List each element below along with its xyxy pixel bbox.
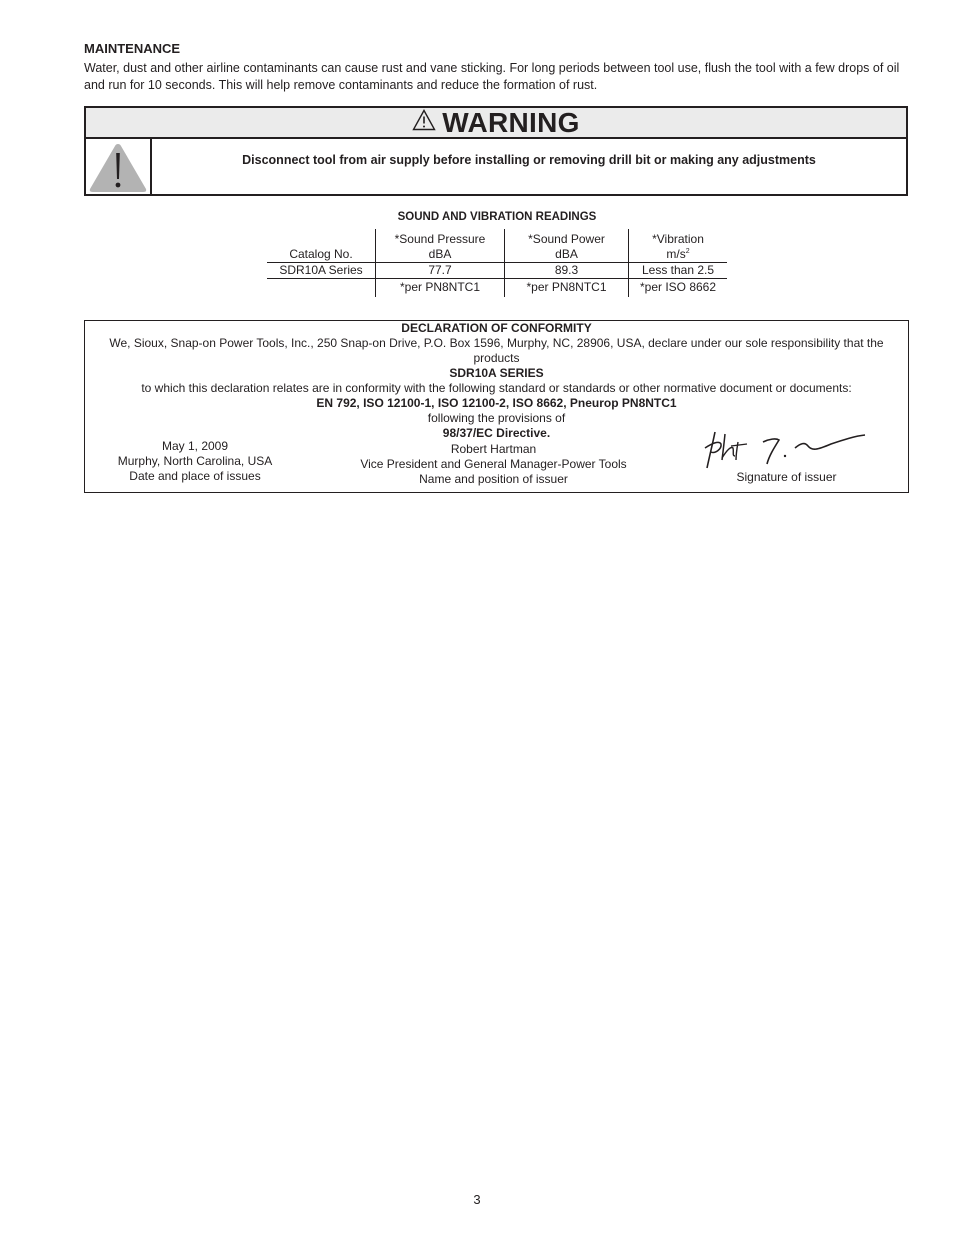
cell-catalog: SDR10A Series [279,263,363,277]
maintenance-heading: MAINTENANCE [84,41,181,56]
header-vibration: *Vibration $m/s^2$ [629,229,728,263]
page-number: 3 [473,1192,481,1207]
declaration-date: May 1, 2009 [161,439,229,453]
table-header-row [267,229,727,263]
warning-title: WARNING [442,106,580,138]
table-standards-row [267,279,727,298]
declaration-directive: 98/37/EC Directive. [442,426,551,440]
warning-box [84,106,908,196]
date-place-block [85,439,305,484]
header-catalog: Catalog No. [289,247,353,261]
declaration-place: Murphy, North Carolina, USA [117,454,273,468]
issuer-block [331,442,656,487]
declaration-provisions: following the provisions of [427,411,566,425]
header-sound-power: *Sound Power dBA [505,229,629,263]
cell-standard-pressure: *per PN8NTC1 [376,279,505,298]
signature-label: Signature of issuer [736,470,837,484]
warning-icon-cell [86,139,152,194]
signature-block [685,426,888,485]
table-row [267,263,727,279]
header-sound-pressure: *Sound Pressure dBA [376,229,505,263]
declaration-standards: EN 792, ISO 12100-1, ISO 12100-2, ISO 8662, Pneurop PN8NTC1 [316,396,677,410]
maintenance-body: Water, dust and other airline contaminants can cause rust and vane sticking. For long periods between tool use, flush the tool with a few drops of oil and run for 10 seconds. This will help remove contaminants and reduce the formation of rust. [84,61,900,92]
cell-standard-power: *per PN8NTC1 [505,279,629,298]
declaration-text [85,321,908,441]
declaration-statement: We, Sioux, Snap-on Power Tools, Inc., 250 Snap-on Drive, P.O. Box 1596, Murphy, NC, 28906, USA, declare under our sole responsibility that the products [109,336,884,365]
exclamation-triangle-icon [88,141,148,193]
cell-standard-empty [267,279,376,298]
declaration-conformity: to which this declaration relates are in conformity with the following standard or standards or other normative document or documents: [141,381,852,395]
cell-vibration: Less than 2.5 [629,263,728,279]
maintenance-section [84,41,914,94]
declaration-product: SDR10A SERIES [449,366,544,380]
issuer-name: Robert Hartman [450,442,537,456]
warning-text: Disconnect tool from air supply before installing or removing drill bit or making any adjustments [242,152,816,167]
cell-sound-power: 89.3 [505,263,629,279]
sound-vibration-title: SOUND AND VIBRATION READINGS [397,211,597,223]
warning-triangle-icon [412,109,436,136]
issuer-title: Vice President and General Manager-Power Tools [360,457,627,471]
cell-standard-vibration: *per ISO 8662 [629,279,728,298]
warning-body [86,139,906,194]
declaration-title: DECLARATION OF CONFORMITY [401,321,592,335]
warning-header [86,108,906,139]
cell-sound-pressure: 77.7 [376,263,505,279]
signature-image [697,426,872,470]
date-place-label: Date and place of issues [129,469,261,483]
declaration-box [84,320,909,493]
sound-vibration-table [267,229,727,297]
issuer-label: Name and position of issuer [419,472,568,486]
